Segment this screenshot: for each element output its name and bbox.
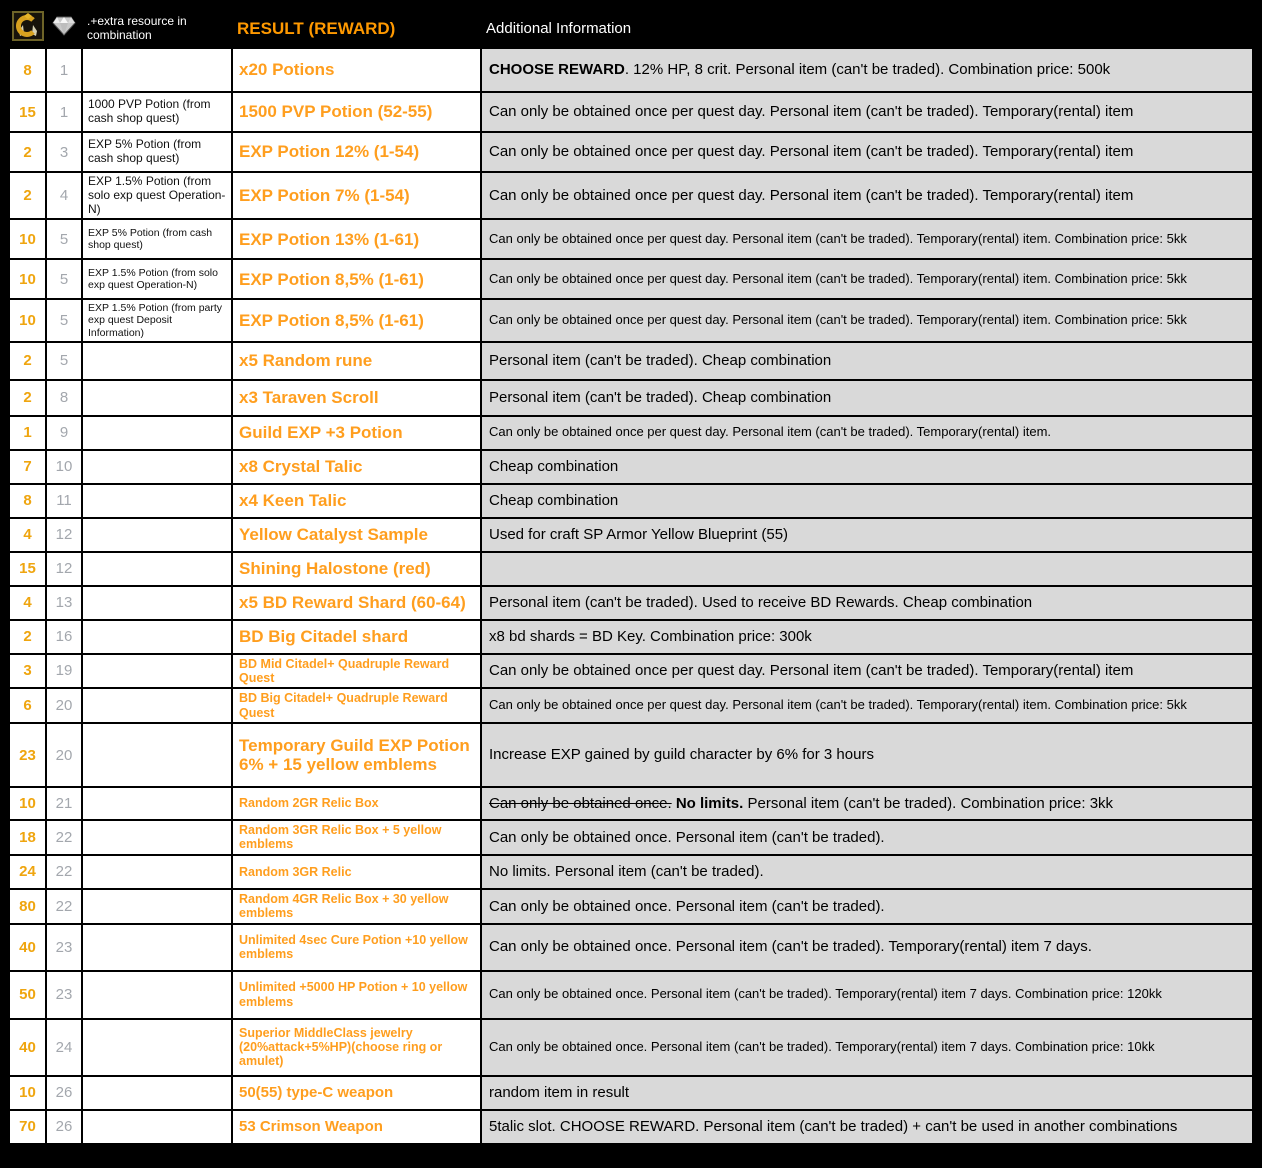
quantity-cell: 50	[9, 971, 46, 1019]
result-cell: BD Big Citadel+ Quadruple Reward Quest	[232, 688, 481, 723]
info-text: Increase EXP gained by guild character by 6% for 3 hours	[489, 746, 874, 764]
info-text: Cheap combination	[489, 491, 619, 509]
gem-count-cell: 5	[46, 342, 82, 380]
quantity-cell: 40	[9, 1019, 46, 1076]
diamond-icon	[52, 16, 76, 36]
additional-info-cell	[481, 889, 1253, 924]
result-cell: Random 3GR Relic	[232, 855, 481, 889]
table-row	[9, 219, 1253, 259]
extra-resource-cell	[82, 416, 232, 450]
additional-info-cell	[481, 1076, 1253, 1110]
table-row	[9, 450, 1253, 484]
info-text: Can only be obtained once per quest day. Personal item (can't be traded). Temporary(rental) item	[489, 143, 1134, 161]
additional-info-cell	[481, 586, 1253, 620]
gem-count-cell: 16	[46, 620, 82, 654]
additional-info-cell	[481, 484, 1253, 518]
extra-resource-cell	[82, 688, 232, 723]
gem-count-cell: 23	[46, 971, 82, 1019]
info-text: . 12% HP, 8 crit. Personal item (can't be traded). Combination price: 500k	[624, 61, 1111, 79]
additional-info-cell	[481, 416, 1253, 450]
table-row	[9, 586, 1253, 620]
extra-resource-cell	[82, 855, 232, 889]
additional-info-cell	[481, 971, 1253, 1019]
additional-info-cell	[481, 820, 1253, 855]
table-row	[9, 92, 1253, 132]
gem-count-cell: 5	[46, 219, 82, 259]
header-row	[9, 9, 1253, 48]
result-cell: Guild EXP +3 Potion	[232, 416, 481, 450]
table-row	[9, 484, 1253, 518]
extra-resource-cell	[82, 342, 232, 380]
gem-count-header	[46, 9, 82, 48]
gem-count-cell: 12	[46, 552, 82, 586]
quantity-cell: 23	[9, 723, 46, 787]
result-cell: x8 Crystal Talic	[232, 450, 481, 484]
result-cell: 1500 PVP Potion (52-55)	[232, 92, 481, 132]
additional-info-cell	[481, 654, 1253, 689]
extra-resource-cell	[82, 450, 232, 484]
quantity-cell: 15	[9, 552, 46, 586]
table-row	[9, 654, 1253, 689]
result-cell: Random 2GR Relic Box	[232, 787, 481, 820]
extra-resource-cell	[82, 1110, 232, 1144]
table-row	[9, 820, 1253, 855]
extra-resource-cell	[82, 380, 232, 416]
extra-resource-cell	[82, 971, 232, 1019]
quantity-cell: 70	[9, 1110, 46, 1144]
extra-resource-cell	[82, 787, 232, 820]
extra-resource-cell	[82, 484, 232, 518]
result-cell: Shining Halostone (red)	[232, 552, 481, 586]
additional-info-cell	[481, 688, 1253, 723]
additional-info-cell	[481, 450, 1253, 484]
quantity-cell: 80	[9, 889, 46, 924]
result-cell: BD Mid Citadel+ Quadruple Reward Quest	[232, 654, 481, 689]
gem-count-cell: 8	[46, 380, 82, 416]
info-text: Can only be obtained once per quest day. Personal item (can't be traded). Temporary(rental) item. Combination price: 5kk	[489, 312, 1187, 328]
additional-info-cell	[481, 48, 1253, 92]
additional-info-cell	[481, 723, 1253, 787]
table-row	[9, 380, 1253, 416]
additional-info-cell	[481, 552, 1253, 586]
extra-resource-cell: EXP 5% Potion (from cash shop quest)	[82, 219, 232, 259]
info-text: No limits.	[675, 794, 744, 812]
combination-emblem-icon	[12, 11, 44, 41]
quantity-cell: 10	[9, 1076, 46, 1110]
quantity-cell: 2	[9, 380, 46, 416]
info-text: Can only be obtained once. Personal item (can't be traded). Temporary(rental) item 7 days. Combination price: 10kk	[489, 1038, 1155, 1054]
gem-count-cell: 5	[46, 299, 82, 341]
info-text: Can only be obtained once. Personal item (can't be traded). Temporary(rental) item 7 days.	[489, 938, 1092, 956]
gem-count-cell: 23	[46, 924, 82, 971]
table-row	[9, 342, 1253, 380]
result-cell: x5 BD Reward Shard (60-64)	[232, 586, 481, 620]
gem-count-cell: 9	[46, 416, 82, 450]
extra-resource-cell	[82, 889, 232, 924]
quantity-cell: 24	[9, 855, 46, 889]
gem-count-cell: 11	[46, 484, 82, 518]
quantity-cell: 2	[9, 172, 46, 219]
table-row	[9, 132, 1253, 172]
quantity-cell: 15	[9, 92, 46, 132]
info-text: x8 bd shards = BD Key. Combination price: 300k	[489, 627, 812, 645]
table-row	[9, 299, 1253, 341]
gem-count-cell: 20	[46, 723, 82, 787]
quantity-cell: 2	[9, 620, 46, 654]
additional-info-cell	[481, 518, 1253, 552]
info-text: Personal item (can't be traded). Cheap combination	[489, 388, 832, 406]
info-text: Personal item (can't be traded). Used to receive BD Rewards. Cheap combination	[489, 593, 1033, 611]
quantity-cell: 1	[9, 416, 46, 450]
result-cell: EXP Potion 8,5% (1-61)	[232, 299, 481, 341]
extra-resource-cell	[82, 924, 232, 971]
info-text: CHOOSE REWARD	[489, 61, 625, 79]
info-text: Cheap combination	[489, 457, 619, 475]
additional-info-cell	[481, 924, 1253, 971]
gem-count-cell: 10	[46, 450, 82, 484]
info-text: Can only be obtained once per quest day. Personal item (can't be traded). Temporary(rental) item	[489, 103, 1134, 121]
result-cell: Superior MiddleClass jewelry (20%attack+5%HP)(choose ring or amulet)	[232, 1019, 481, 1076]
result-cell: 50(55) type-C weapon	[232, 1076, 481, 1110]
info-text: Can only be obtained once per quest day. Personal item (can't be traded). Temporary(rental) item. Combination price: 5kk	[489, 230, 1187, 246]
result-cell: x20 Potions	[232, 48, 481, 92]
result-cell: 53 Crimson Weapon	[232, 1110, 481, 1144]
additional-info-cell	[481, 620, 1253, 654]
result-cell: x5 Random rune	[232, 342, 481, 380]
quantity-cell: 10	[9, 787, 46, 820]
quantity-cell: 4	[9, 586, 46, 620]
table-row	[9, 259, 1253, 299]
quantity-cell: 8	[9, 48, 46, 92]
gem-count-cell: 3	[46, 132, 82, 172]
result-cell: Random 3GR Relic Box + 5 yellow emblems	[232, 820, 481, 855]
info-text: random item in result	[489, 1083, 630, 1101]
result-cell: EXP Potion 12% (1-54)	[232, 132, 481, 172]
result-cell: x4 Keen Talic	[232, 484, 481, 518]
rewards-table	[8, 8, 1254, 1145]
info-text: Used for craft SP Armor Yellow Blueprint (55)	[489, 525, 789, 543]
additional-info-cell	[481, 1110, 1253, 1144]
table-row	[9, 552, 1253, 586]
table-row	[9, 688, 1253, 723]
result-header: RESULT (REWARD)	[232, 9, 481, 48]
table-row	[9, 889, 1253, 924]
extra-resource-cell	[82, 620, 232, 654]
table-row	[9, 924, 1253, 971]
table-row	[9, 723, 1253, 787]
table-row	[9, 1110, 1253, 1144]
extra-resource-cell	[82, 654, 232, 689]
extra-resource-cell	[82, 723, 232, 787]
gem-count-cell: 1	[46, 92, 82, 132]
info-text: Can only be obtained once. Personal item (can't be traded).	[489, 828, 885, 846]
table-row	[9, 416, 1253, 450]
table-row	[9, 518, 1253, 552]
info-text: Can only be obtained once per quest day. Personal item (can't be traded). Temporary(rental) item. Combination price: 5kk	[489, 697, 1187, 713]
extra-resource-cell: EXP 1.5% Potion (from party exp quest Deposit Information)	[82, 299, 232, 341]
table-row	[9, 787, 1253, 820]
extra-resource-cell	[82, 552, 232, 586]
result-cell: Temporary Guild EXP Potion 6% + 15 yellow emblems	[232, 723, 481, 787]
gem-count-cell: 24	[46, 1019, 82, 1076]
gem-count-cell: 22	[46, 820, 82, 855]
additional-info-cell	[481, 342, 1253, 380]
quantity-cell: 2	[9, 132, 46, 172]
gem-count-cell: 13	[46, 586, 82, 620]
info-text: Can only be obtained once.	[489, 794, 672, 812]
result-cell: Yellow Catalyst Sample	[232, 518, 481, 552]
extra-resource-cell	[82, 48, 232, 92]
info-text: 5talic slot. CHOOSE REWARD. Personal item (can't be traded) + can't be used in another combinations	[489, 1117, 1178, 1135]
quantity-cell: 10	[9, 219, 46, 259]
gem-count-cell: 22	[46, 855, 82, 889]
quantity-cell: 8	[9, 484, 46, 518]
quantity-cell: 10	[9, 299, 46, 341]
table-row	[9, 971, 1253, 1019]
additional-info-header: Additional Information	[481, 9, 1253, 48]
gem-count-cell: 5	[46, 259, 82, 299]
extra-resource-header: .+extra resource in combination	[82, 9, 232, 48]
additional-info-cell	[481, 132, 1253, 172]
table-row	[9, 1019, 1253, 1076]
gem-count-cell: 19	[46, 654, 82, 689]
extra-resource-cell	[82, 518, 232, 552]
info-text: Can only be obtained once per quest day. Personal item (can't be traded). Temporary(rental) item	[489, 187, 1134, 205]
extra-resource-cell	[82, 820, 232, 855]
info-text: Can only be obtained once per quest day. Personal item (can't be traded). Temporary(rental) item. Combination price: 5kk	[489, 270, 1187, 286]
result-cell: Unlimited 4sec Cure Potion +10 yellow emblems	[232, 924, 481, 971]
gem-count-cell: 26	[46, 1110, 82, 1144]
extra-resource-cell: EXP 5% Potion (from cash shop quest)	[82, 132, 232, 172]
table-row	[9, 855, 1253, 889]
additional-info-cell	[481, 259, 1253, 299]
quantity-cell: 40	[9, 924, 46, 971]
table-row	[9, 48, 1253, 92]
additional-info-cell	[481, 219, 1253, 259]
additional-info-cell	[481, 92, 1253, 132]
table-body	[9, 48, 1253, 1144]
extra-resource-cell: EXP 1.5% Potion (from solo exp quest Operation-N)	[82, 259, 232, 299]
result-cell: Random 4GR Relic Box + 30 yellow emblems	[232, 889, 481, 924]
additional-info-cell	[481, 855, 1253, 889]
quantity-cell: 18	[9, 820, 46, 855]
gem-count-cell: 4	[46, 172, 82, 219]
gem-count-cell: 22	[46, 889, 82, 924]
quantity-cell: 3	[9, 654, 46, 689]
quantity-cell: 6	[9, 688, 46, 723]
info-text: Can only be obtained once. Personal item (can't be traded). Temporary(rental) item 7 days. Combination price: 120kk	[489, 986, 1162, 1002]
info-text: Personal item (can't be traded). Cheap combination	[489, 351, 832, 369]
combination-item-header	[9, 9, 46, 48]
info-text: Personal item (can't be traded). Combination price: 3kk	[743, 794, 1114, 812]
info-text: No limits. Personal item (can't be traded).	[489, 863, 764, 881]
additional-info-cell	[481, 787, 1253, 820]
result-cell: EXP Potion 13% (1-61)	[232, 219, 481, 259]
extra-resource-cell: EXP 1.5% Potion (from solo exp quest Operation-N)	[82, 172, 232, 219]
extra-resource-cell	[82, 1076, 232, 1110]
additional-info-cell	[481, 380, 1253, 416]
extra-resource-cell: 1000 PVP Potion (from cash shop quest)	[82, 92, 232, 132]
result-cell: BD Big Citadel shard	[232, 620, 481, 654]
result-cell: Unlimited +5000 HP Potion + 10 yellow emblems	[232, 971, 481, 1019]
table-row	[9, 620, 1253, 654]
gem-count-cell: 20	[46, 688, 82, 723]
info-text: Can only be obtained once per quest day. Personal item (can't be traded). Temporary(rental) item.	[489, 424, 1052, 440]
additional-info-cell	[481, 1019, 1253, 1076]
result-cell: EXP Potion 8,5% (1-61)	[232, 259, 481, 299]
additional-info-cell	[481, 299, 1253, 341]
result-cell: EXP Potion 7% (1-54)	[232, 172, 481, 219]
quantity-cell: 2	[9, 342, 46, 380]
info-text: Can only be obtained once per quest day. Personal item (can't be traded). Temporary(rental) item	[489, 662, 1134, 680]
gem-count-cell: 21	[46, 787, 82, 820]
info-text: Can only be obtained once. Personal item (can't be traded).	[489, 897, 885, 915]
quantity-cell: 10	[9, 259, 46, 299]
gem-count-cell: 26	[46, 1076, 82, 1110]
extra-resource-cell	[82, 586, 232, 620]
quantity-cell: 4	[9, 518, 46, 552]
result-cell: x3 Taraven Scroll	[232, 380, 481, 416]
additional-info-cell	[481, 172, 1253, 219]
extra-resource-cell	[82, 1019, 232, 1076]
quantity-cell: 7	[9, 450, 46, 484]
gem-count-cell: 1	[46, 48, 82, 92]
table-row	[9, 172, 1253, 219]
table-row	[9, 1076, 1253, 1110]
gem-count-cell: 12	[46, 518, 82, 552]
